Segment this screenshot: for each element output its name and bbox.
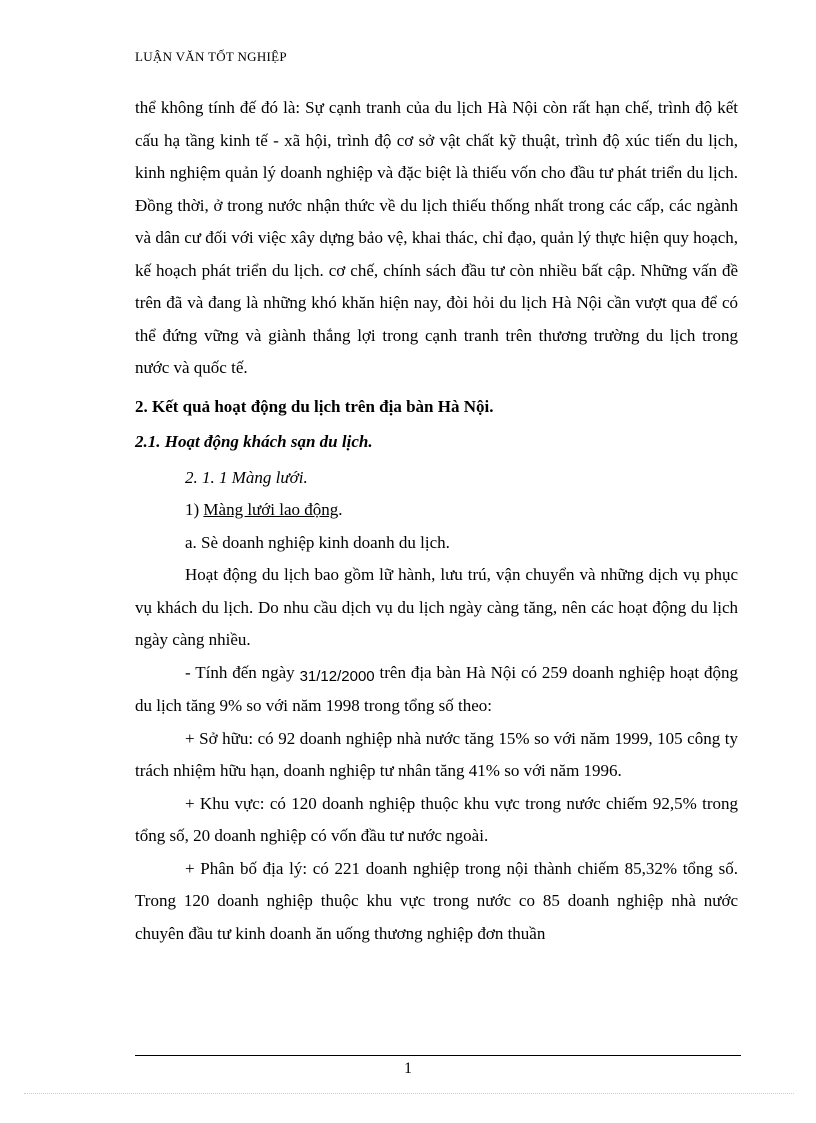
date-value: 31/12/2000 bbox=[299, 667, 375, 685]
heading-2-1-1-text: 2. 1. 1 Màng lưới bbox=[185, 467, 304, 487]
list-item-1-label: Màng lưới lao động bbox=[203, 500, 339, 519]
running-header: LUẬN VĂN TỐT NGHIỆP bbox=[135, 49, 287, 64]
paragraph-enterprise-count bbox=[135, 657, 738, 723]
paragraph-intro: thể không tính đế đó là: Sự cạnh tranh của du lịch Hà Nội còn rất hạn chế, trình độ kết cấu hạ tầng kinh tế - xã hội, trình độ cơ sở vật chất kỹ thuật, trình độ xúc tiến du lịch, kinh nghiệm quản lý doanh nghiệp và đặc biệt là thiếu vốn cho đầu tư phát triển du lịch. Đồng thời, ở trong nước nhận thức về du lịch thiếu thống nhất trong các cấp, các ngành và dân cư đối với việc xây dựng bảo vệ, khai thác, chỉ đạo, quản lý thực hiện quy hoạch, kế hoạch phát triển du lịch. cơ chế, chính sách đầu tư còn nhiều bất cập. Những vấn đề trên đã và đang là những khó khăn hiện nay, đòi hỏi du lịch Hà Nội cần vượt qua để có thể đứng vững và giành thắng lợi trong cạnh tranh trên thương trường du lịch trong nước và quốc tế. bbox=[135, 98, 738, 377]
para3-before: - Tính đến ngày bbox=[185, 662, 300, 682]
subsubsection-heading-2-1-1 bbox=[135, 462, 738, 495]
footer-divider bbox=[135, 1055, 741, 1056]
list-item-1-prefix: 1) bbox=[185, 500, 204, 519]
page-bottom-dotted-line bbox=[24, 1093, 794, 1094]
list-item-1-suffix: . bbox=[338, 500, 343, 519]
list-item-1 bbox=[135, 494, 738, 527]
paragraph-geography: + Phân bố địa lý: có 221 doanh nghiệp trong nội thành chiếm 85,32% tổng số. Trong 120 doanh nghiệp thuộc khu vực trong nước co 85 doanh nghiệp nhà nước chuyên đầu tư kinh doanh ăn uống thương nghiệp đơn thuần bbox=[135, 858, 738, 943]
heading-2-1-1-dot: . bbox=[303, 467, 308, 487]
page-number: 1 bbox=[404, 1060, 412, 1077]
document-body bbox=[135, 92, 738, 950]
subsection-heading-2-1: 2.1. Hoạt động khách sạn du lịch. bbox=[135, 432, 373, 451]
paragraph-activities: Hoạt động du lịch bao gồm lữ hành, lưu trú, vận chuyển và những dịch vụ phục vụ khách du lịch. Do nhu cầu dịch vụ du lịch ngày càng tăng, nên các hoạt động du lịch ngày càng nhiều. bbox=[135, 565, 738, 649]
para3-after: trên địa bàn Hà Nội có 259 doanh nghiệp hoạt động du lịch tăng 9% so với năm 1998 trong tổng số theo: bbox=[135, 662, 738, 715]
paragraph-ownership: + Sở hữu: có 92 doanh nghiệp nhà nước tăng 15% so với năm 1999, 105 công ty trách nhiệm hữu hạn, doanh nghiệp tư nhân tăng 41% so với năm 1996. bbox=[135, 728, 738, 780]
section-heading-2: 2. Kết quả hoạt động du lịch trên địa bàn Hà Nội. bbox=[135, 396, 494, 416]
list-item-a: a. Sè doanh nghiệp kinh doanh du lịch. bbox=[185, 532, 450, 552]
paragraph-region: + Khu vực: có 120 doanh nghiệp thuộc khu vực trong nước chiếm 92,5% trong tổng số, 20 doanh nghiệp có vốn đầu tư nước ngoài. bbox=[135, 793, 738, 845]
